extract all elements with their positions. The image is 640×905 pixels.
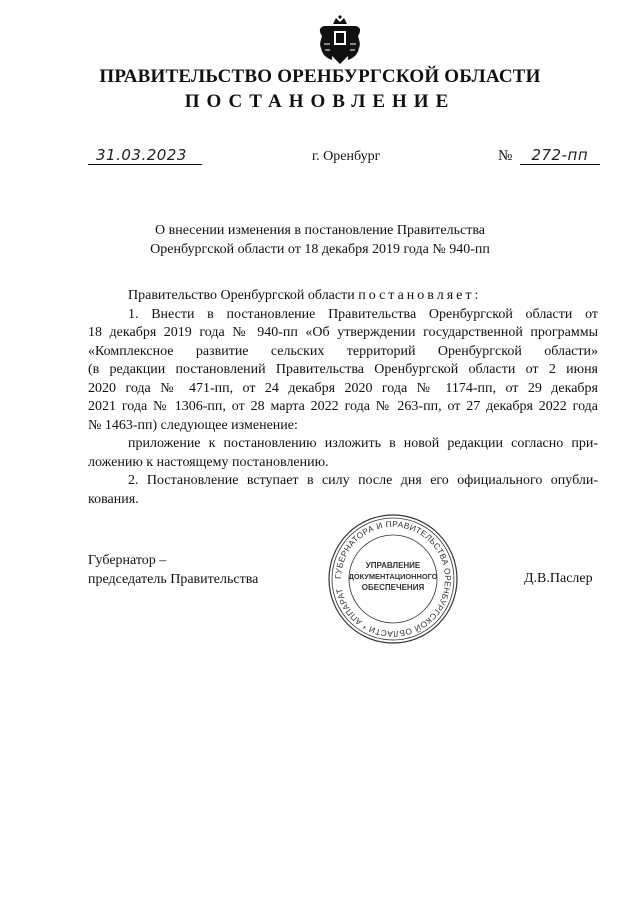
government-title: ПРАВИТЕЛЬСТВО ОРЕНБУРГСКОЙ ОБЛАСТИ: [99, 66, 541, 87]
signatory-position: [88, 552, 258, 589]
official-stamp: [326, 512, 460, 646]
paragraph-line: 18 декабря 2019 года № 940-пп «Об утверждении государственной программы: [88, 325, 598, 340]
document-number: 272-пп: [520, 146, 600, 165]
stamp-center-line: УПРАВЛЕНИЕ: [365, 561, 421, 570]
subject-line: О внесении изменения в постановление Правительства: [155, 223, 485, 238]
stamp-ring-text: ГУБЕРНАТОРА И ПРАВИТЕЛЬСТВА ОРЕНБУРГСКОЙ ОБЛАСТИ * АППАРАТ: [332, 518, 454, 640]
paragraph-line: 2020 года № 471-пп, от 24 декабря 2020 года № 1174-пп, от 29 декабря: [88, 380, 598, 396]
signatory-name: Д.В.Паслер: [524, 571, 593, 586]
document-body: [88, 287, 598, 509]
coat-of-arms-emblem: [316, 14, 364, 66]
subject-line: Оренбургской области от 18 декабря 2019 года № 940-пп: [150, 242, 490, 257]
paragraph-line: 1. Внести в постановление Правительства Оренбургской области от: [128, 306, 598, 322]
paragraph-line: приложение к постановлению изложить в новой редакции согласно при-: [128, 436, 598, 451]
document-number-field: [498, 146, 600, 165]
paragraph-line: кования.: [88, 491, 139, 507]
paragraph-line: № 1463-пп) следующее изменение:: [88, 417, 298, 433]
intro-verb: постановляет:: [358, 288, 482, 303]
item-2-paragraph: [88, 472, 598, 509]
document-type: ПОСТАНОВЛЕНИЕ: [184, 91, 456, 112]
document-date: 31.03.2023: [88, 146, 202, 165]
position-line: Губернатор –: [88, 553, 167, 568]
paragraph-line: (в редакции постановлений Правительства Оренбургской области от 2 июня: [88, 362, 598, 377]
paragraph-line: 2021 года № 1306-пп, от 28 марта 2022 года № 263-пп, от 27 декабря 2022 года: [88, 399, 598, 414]
item-1-sub-paragraph: [88, 435, 598, 472]
stamp-center-line: ОБЕСПЕЧЕНИЯ: [361, 583, 425, 592]
position-line: председатель Правительства: [88, 571, 259, 587]
stamp-center-line: ДОКУМЕНТАЦИОННОГО: [348, 572, 438, 581]
paragraph-line: «Комплексное развитие сельских территорий Оренбургской области»: [88, 343, 598, 359]
intro-paragraph: [88, 287, 598, 306]
paragraph-line: 2. Постановление вступает в силу после дня его официального опубли-: [128, 473, 598, 488]
document-meta-row: [0, 146, 640, 170]
number-sign: №: [498, 148, 513, 164]
document-subject: [0, 221, 640, 259]
paragraph-line: ложению к настоящему постановлению.: [88, 454, 329, 470]
intro-prefix: Правительство Оренбургской области: [128, 288, 359, 303]
item-1-paragraph: [88, 306, 598, 436]
document-city: г. Оренбург: [312, 149, 381, 164]
